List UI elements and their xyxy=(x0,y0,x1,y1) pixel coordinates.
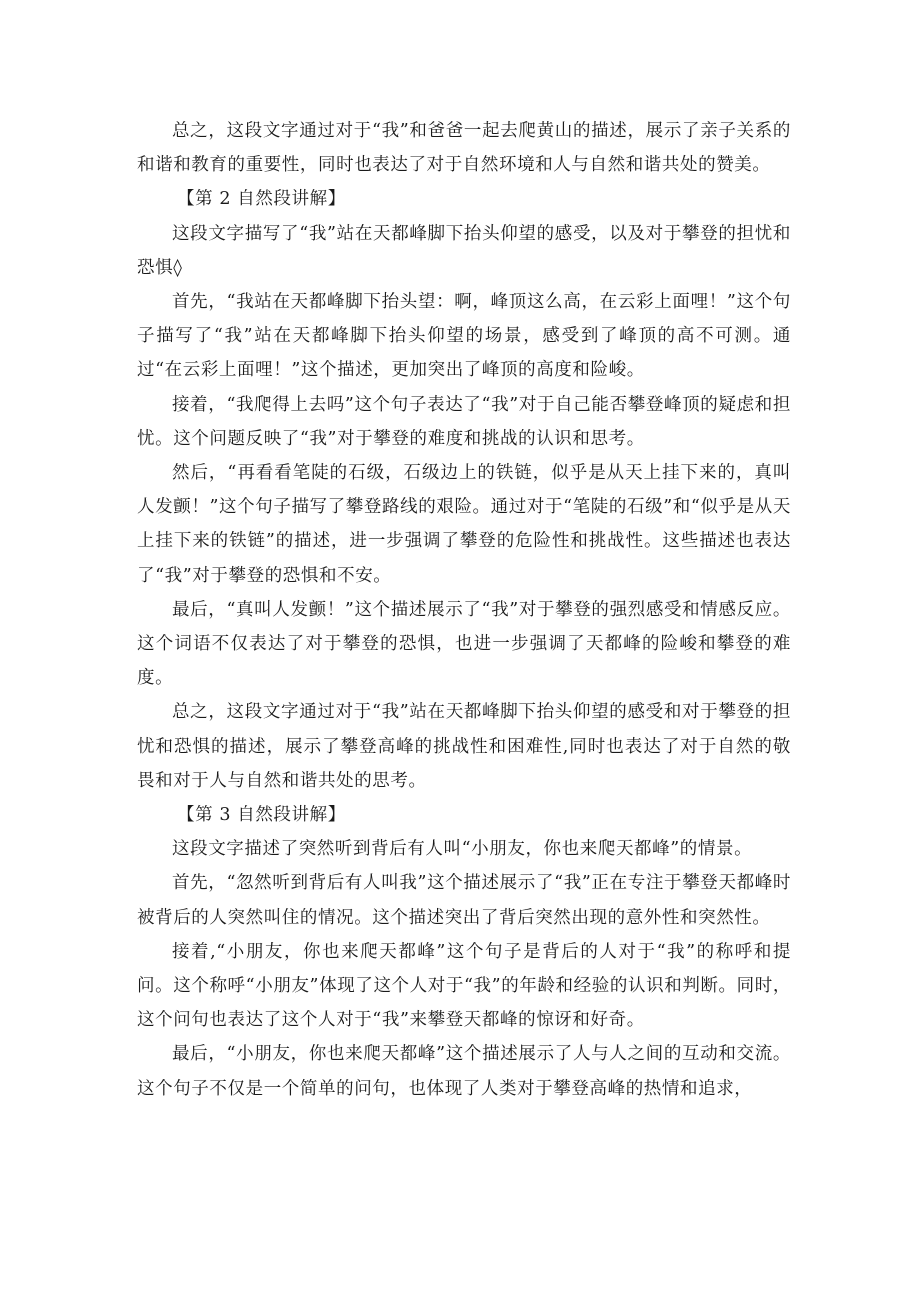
paragraph-2-first: 首先，“我站在天都峰脚下抬头望：啊，峰顶这么高，在云彩上面哩！”这个句子描写了“我”站在天都峰脚下抬头仰望的场景，感受到了峰顶的高不可测。通过“在云彩上面哩！”这个描述，更加突出了峰顶的高度和险峻。 xyxy=(137,292,791,381)
paragraph-3-last: 最后，“小朋友，你也来爬天都峰”这个描述展示了人与人之间的互动和交流。这个句子不仅是一个简单的问句，也体现了人类对于攀登高峰的热情和追求， xyxy=(137,1044,791,1099)
paragraph-2-next: 接着，“我爬得上去吗”这个句子表达了“我”对于自己能否攀登峰顶的疑虑和担忧。这个问题反映了“我”对于攀登的难度和挑战的认识和思考。 xyxy=(137,394,791,449)
section-heading-2: 【第 2 自然段讲解】 xyxy=(177,189,346,210)
document-page xyxy=(137,114,791,1106)
section-heading-3: 【第 3 自然段讲解】 xyxy=(177,805,346,826)
paragraph-2-intro: 这段文字描写了“我”站在天都峰脚下抬头仰望的感受，以及对于攀登的担忧和恐惧◊ xyxy=(137,223,791,278)
paragraph-3-intro: 这段文字描述了突然听到背后有人叫“小朋友，你也来爬天都峰”的情景。 xyxy=(172,839,753,860)
paragraph-summary-1: 总之，这段文字通过对于“我”和爸爸一起去爬黄山的描述，展示了亲子关系的和谐和教育的重要性，同时也表达了对于自然环境和人与自然和谐共处的赞美。 xyxy=(137,121,791,176)
paragraph-2-last: 最后，“真叫人发颤！”这个描述展示了“我”对于攀登的强烈感受和情感反应。这个词语不仅表达了对于攀登的恐惧，也进一步强调了天都峰的险峻和攀登的难度。 xyxy=(137,599,791,689)
paragraph-2-summary: 总之，这段文字通过对于“我”站在天都峰脚下抬头仰望的感受和对于攀登的担忧和恐惧的描述，展示了攀登高峰的挑战性和困难性,同时也表达了对于自然的敬畏和对于人与自然和谐共处的思考。 xyxy=(137,702,791,791)
paragraph-2-then: 然后，“再看看笔陡的石级，石级边上的铁链，似乎是从天上挂下来的，真叫人发颤！”这个句子描写了攀登路线的艰险。通过对于“笔陡的石级”和“似乎是从天上挂下来的铁链”的描述，进一步强调了攀登的危险性和挑战性。这些描述也表达了“我”对于攀登的恐惧和不安。 xyxy=(137,463,791,586)
paragraph-3-first: 首先，“忽然听到背后有人叫我”这个描述展示了“我”正在专注于攀登天都峰时被背后的人突然叫住的情况。这个描述突出了背后突然出现的意外性和突然性。 xyxy=(137,873,791,928)
paragraph-3-next: 接着,“小朋友，你也来爬天都峰”这个句子是背后的人对于“我”的称呼和提问。这个称呼“小朋友”体现了这个人对于“我”的年龄和经验的认识和判断。同时，这个问句也表达了这个人对于“我”来攀登天都峰的惊讶和好奇。 xyxy=(137,941,791,1031)
